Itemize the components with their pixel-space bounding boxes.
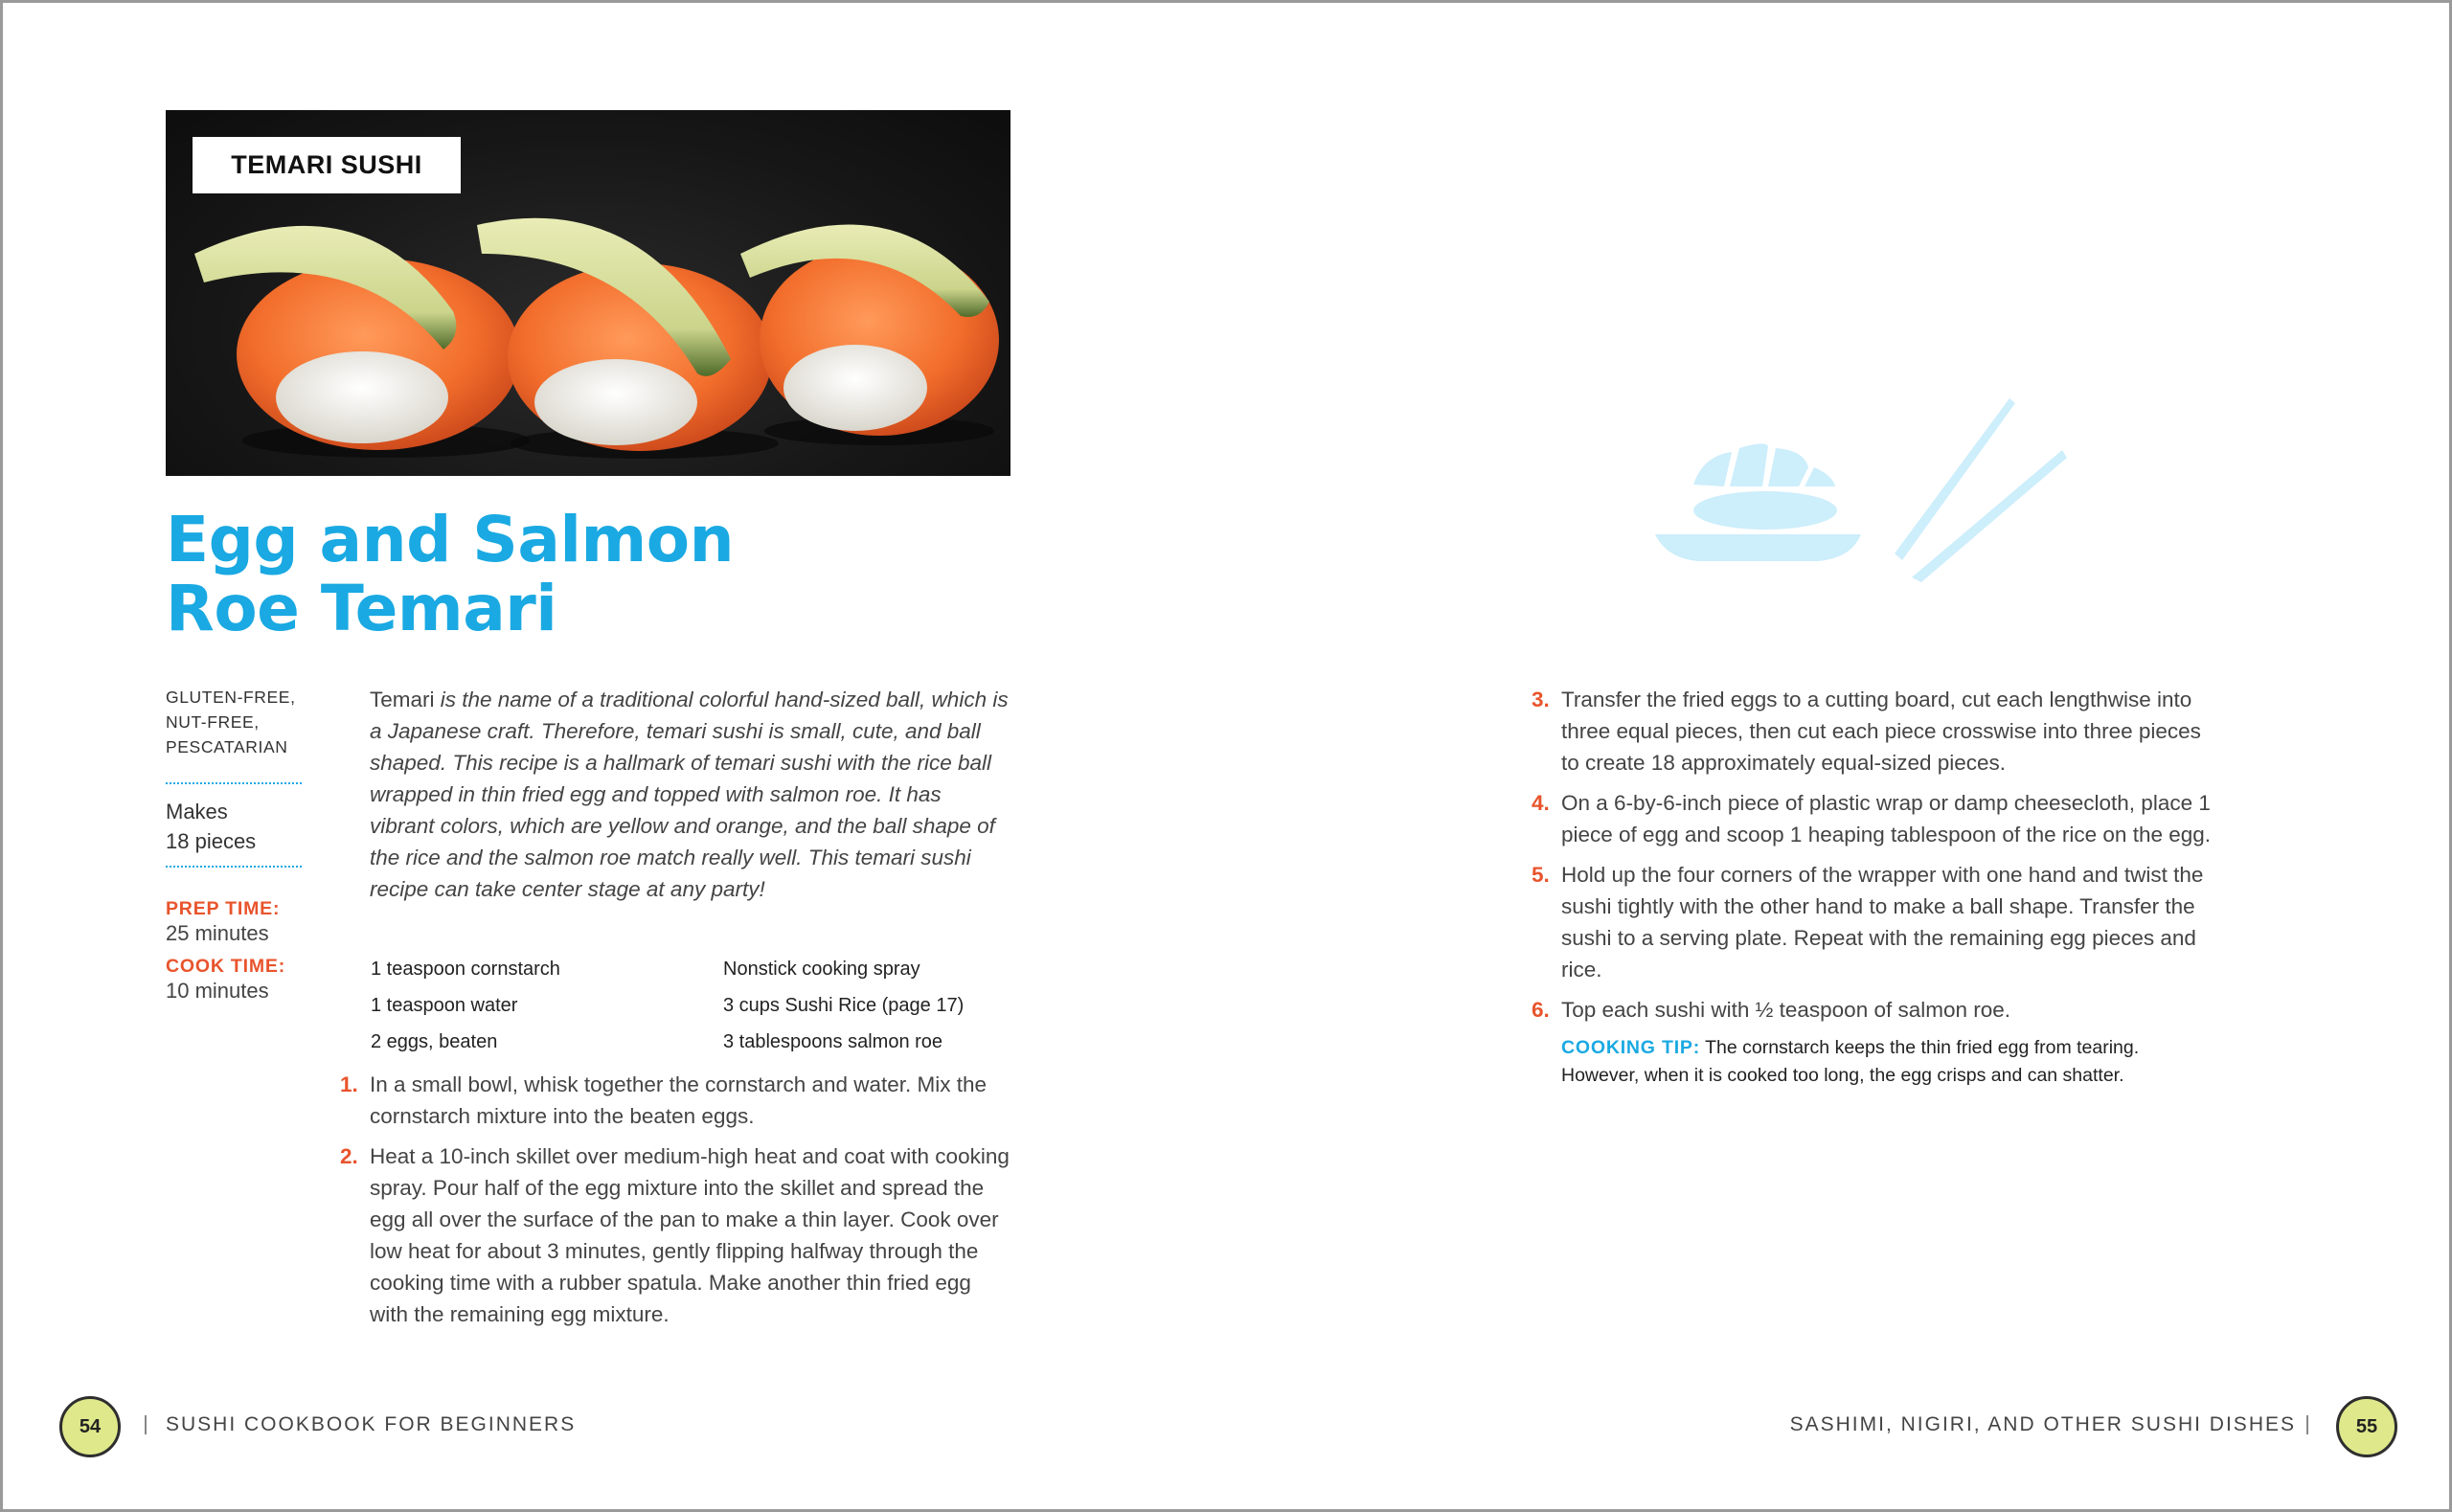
step-text: Heat a 10-inch skillet over medium-high heat and coat with cooking spray. Pour half of the egg mixture into the skillet and spread the egg all over the surface of the pan to make a thin layer. Cook over low heat for about 3 minutes, gently flipping halfway through the cooking time with a rubber spatula. Make another thin fried egg with the remaining egg mixture.: [370, 1144, 1010, 1326]
ingredient: Nonstick cooking spray: [723, 959, 920, 980]
yield-label: Makes: [166, 800, 228, 824]
step-item: [1532, 994, 2221, 1026]
tag: PESCATARIAN: [166, 737, 288, 756]
footer-divider: [2306, 1415, 2308, 1434]
intro-rest: is the name of a traditional colorful hand-sized ball, which is a Japanese craft. Therefore, temari sushi is small, cute, and ball shaped. This recipe is a hallmark of temari sushi with the rice ball wrapped in thin fried egg and topped with salmon roe. It has vibrant colors, which are yellow and orange, and the ball shape of the rice and the salmon roe match really well. This temari sushi recipe can take center stage at any party!: [370, 688, 1009, 901]
tag: NUT-FREE,: [166, 712, 260, 732]
cooking-tip-label: COOKING TIP:: [1561, 1037, 1701, 1058]
dotted-divider: [166, 866, 302, 868]
ingredient: 2 eggs, beaten: [371, 1031, 498, 1052]
step-item: [340, 1069, 1010, 1132]
step-item: [340, 1140, 1010, 1330]
sushi-plate-chopsticks-icon: [1655, 391, 2077, 582]
step-number: 4.: [1532, 791, 1550, 815]
dotted-divider: [166, 782, 302, 784]
step-number: 3.: [1532, 688, 1550, 711]
footer-divider: [145, 1415, 147, 1434]
yield: [166, 797, 305, 856]
step-text: Hold up the four corners of the wrapper with one hand and twist the sushi tightly with the other hand to make a ball shape. Transfer the sushi to a serving plate. Repeat with the remaining egg pieces and rice.: [1561, 863, 2204, 982]
cooking-tip: [1561, 1034, 2221, 1090]
cook-time-value: 10 minutes: [166, 979, 269, 1003]
title-line-1: Egg and Salmon: [166, 503, 735, 576]
footer-left: SUSHI COOKBOOK FOR BEGINNERS: [166, 1413, 577, 1435]
footer-right: SASHIMI, NIGIRI, AND OTHER SUSHI DISHES: [1789, 1413, 2296, 1435]
yield-value: 18 pieces: [166, 829, 257, 853]
ingredients-column-2: [723, 951, 1039, 1060]
step-text: On a 6-by-6-inch piece of plastic wrap or damp cheesecloth, place 1 piece of egg and scoop 1 heaping tablespoon of the rice on the egg.: [1561, 791, 2212, 846]
ingredient: 1 teaspoon water: [371, 995, 518, 1016]
ingredients-column-1: [371, 951, 687, 1060]
sushi-photo: [166, 110, 1010, 476]
ingredient: 3 cups Sushi Rice (page 17): [723, 995, 965, 1016]
prep-time-label: PREP TIME:: [166, 898, 281, 919]
step-item: [1532, 684, 2221, 779]
steps-left: [340, 1069, 1010, 1339]
step-number: 1.: [340, 1072, 358, 1096]
ingredient: 3 tablespoons salmon roe: [723, 1031, 943, 1052]
recipe-info-sidebar: [166, 685, 305, 1004]
intro-paragraph: [370, 684, 1011, 905]
page-number-left: 54: [59, 1396, 121, 1457]
step-text: In a small bowl, whisk together the cornstarch and water. Mix the cornstarch mixture into the beaten eggs.: [370, 1072, 988, 1128]
step-text: Top each sushi with ½ teaspoon of salmon roe.: [1561, 998, 2011, 1022]
intro-lead: Temari: [370, 688, 435, 711]
cook-time-label: COOK TIME:: [166, 956, 285, 977]
steps-right: [1532, 684, 2221, 1090]
step-item: [1532, 859, 2221, 985]
prep-time-value: 25 minutes: [166, 921, 269, 945]
step-text: Transfer the fried eggs to a cutting board, cut each lengthwise into three equal pieces, then cut each piece crosswise into three pieces to create 18 approximately equal-sized pieces.: [1561, 688, 2201, 775]
step-number: 2.: [340, 1144, 358, 1168]
title-line-2: Roe Temari: [166, 572, 557, 645]
tag: GLUTEN-FREE,: [166, 688, 296, 707]
photo-label: TEMARI SUSHI: [193, 137, 461, 193]
page-number-right: 55: [2336, 1396, 2397, 1457]
diet-tags: [166, 685, 305, 759]
step-number: 6.: [1532, 998, 1550, 1022]
ingredient: 1 teaspoon cornstarch: [371, 959, 560, 980]
cooking-tip-text: The cornstarch keeps the thin fried egg from tearing. However, when it is cooked too long, the egg crisps and can shatter.: [1561, 1037, 2140, 1086]
recipe-title: [166, 503, 1028, 645]
step-item: [1532, 787, 2221, 850]
step-number: 5.: [1532, 863, 1550, 887]
